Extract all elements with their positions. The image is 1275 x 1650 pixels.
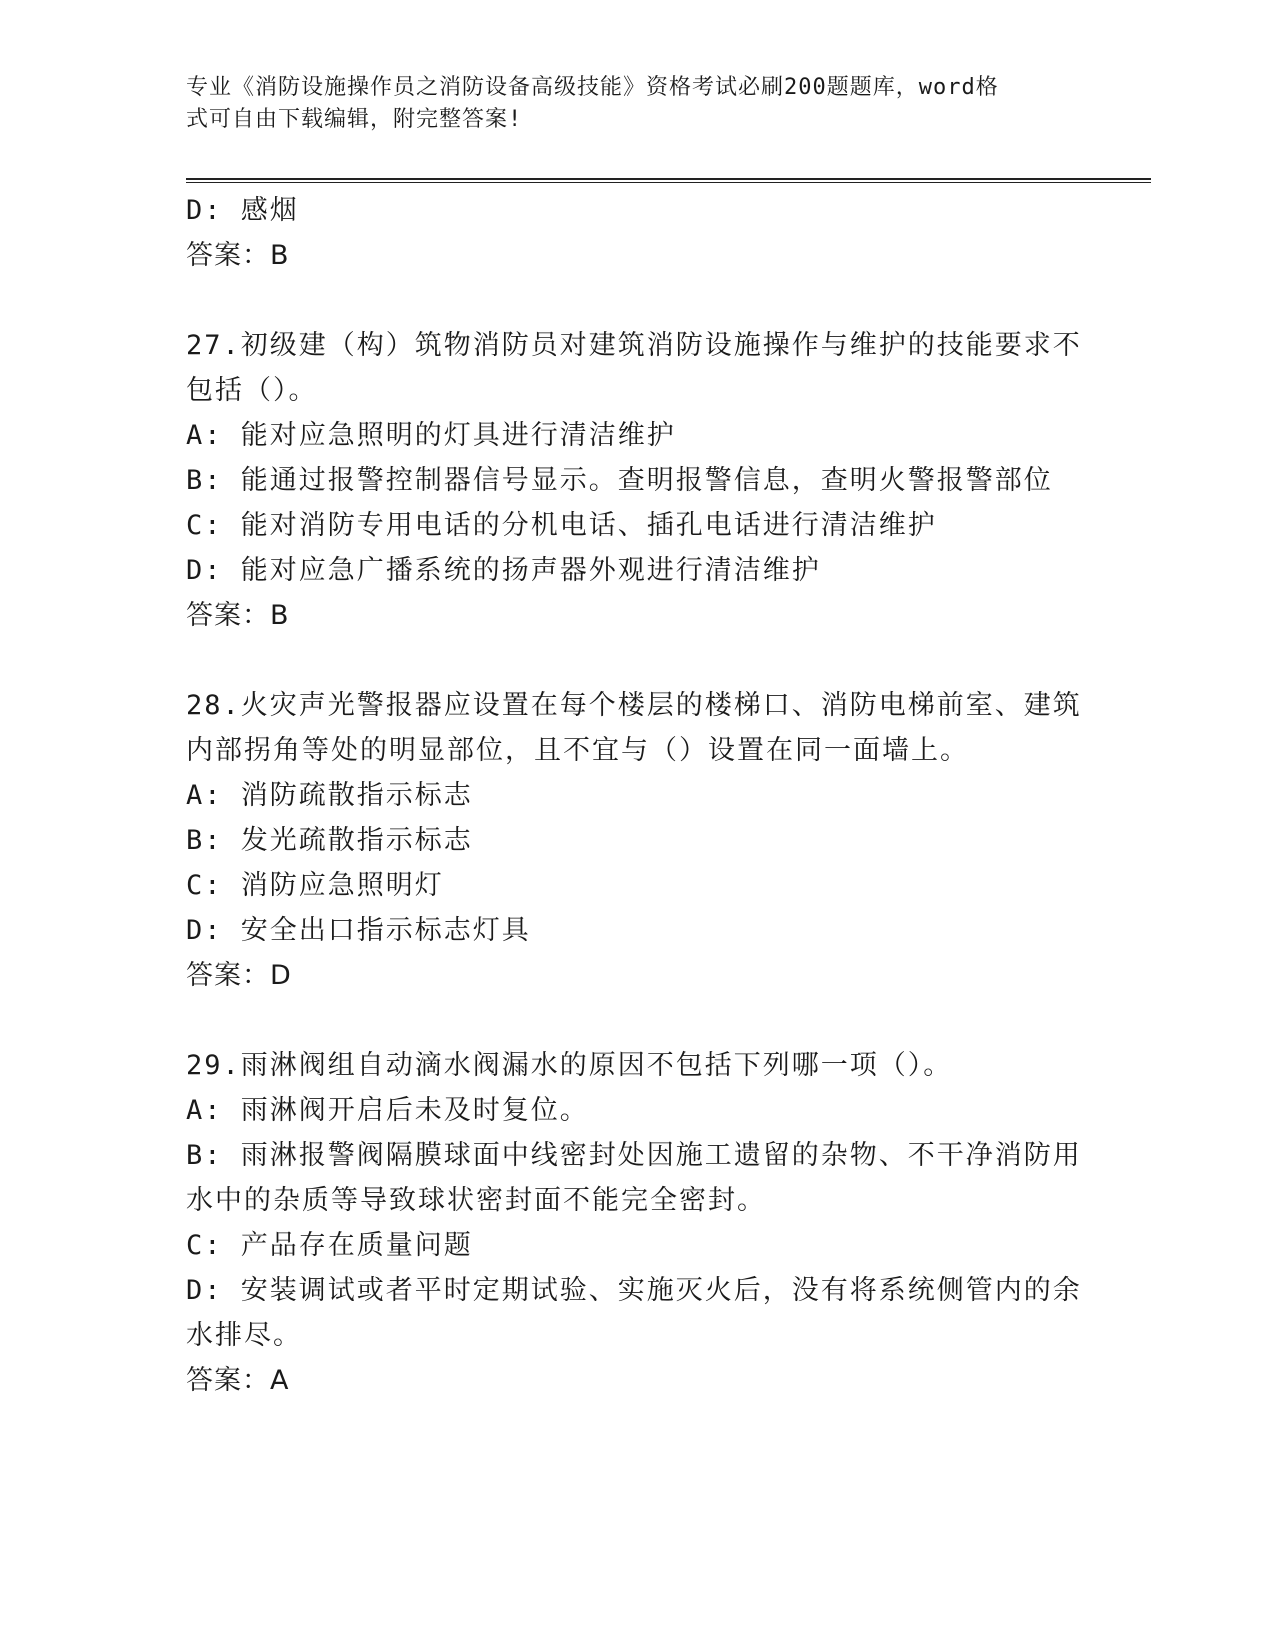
option-d: D: 安全出口指示标志灯具 bbox=[186, 915, 531, 946]
question-27 bbox=[186, 323, 1086, 638]
previous-question-tail bbox=[186, 188, 1086, 278]
answer-line: 答案：D bbox=[186, 960, 292, 991]
option-b: B: 发光疏散指示标志 bbox=[186, 825, 473, 856]
option-b-cont: 水中的杂质等导致球状密封面不能完全密封。 bbox=[186, 1185, 766, 1216]
option-d-cont: 水排尽。 bbox=[186, 1320, 302, 1351]
question-stem: 27.初级建（构）筑物消防员对建筑消防设施操作与维护的技能要求不 bbox=[186, 330, 1082, 361]
option-c: C: 消防应急照明灯 bbox=[186, 870, 444, 901]
option-c: C: 产品存在质量问题 bbox=[186, 1230, 473, 1261]
question-28 bbox=[186, 683, 1086, 998]
option-a: A: 雨淋阀开启后未及时复位。 bbox=[186, 1095, 589, 1126]
option-a: A: 消防疏散指示标志 bbox=[186, 780, 473, 811]
option-a: A: 能对应急照明的灯具进行清洁维护 bbox=[186, 420, 676, 451]
header-line-2: 式可自由下载编辑，附完整答案! bbox=[186, 107, 523, 132]
answer-line: 答案：B bbox=[186, 600, 290, 631]
header-line-1: 专业《消防设施操作员之消防设备高级技能》资格考试必刷200题题库，word格 bbox=[186, 75, 999, 100]
document-body bbox=[186, 188, 1086, 1403]
option-b: B: 雨淋报警阀隔膜球面中线密封处因施工遗留的杂物、不干净消防用 bbox=[186, 1140, 1082, 1171]
option-b: B: 能通过报警控制器信号显示。查明报警信息，查明火警报警部位 bbox=[186, 465, 1053, 496]
answer-line: 答案：B bbox=[186, 240, 290, 271]
document-header bbox=[186, 72, 1066, 136]
option-d: D: 能对应急广播系统的扬声器外观进行清洁维护 bbox=[186, 555, 821, 586]
option-d: D: 安装调试或者平时定期试验、实施灭火后，没有将系统侧管内的余 bbox=[186, 1275, 1082, 1306]
question-stem: 29.雨淋阀组自动滴水阀漏水的原因不包括下列哪一项（）。 bbox=[186, 1050, 953, 1081]
option-d: D: 感烟 bbox=[186, 195, 299, 226]
answer-line: 答案：A bbox=[186, 1365, 290, 1396]
question-stem-cont: 内部拐角等处的明显部位，且不宜与（）设置在同一面墙上。 bbox=[186, 735, 969, 766]
question-stem: 28.火灾声光警报器应设置在每个楼层的楼梯口、消防电梯前室、建筑 bbox=[186, 690, 1082, 721]
question-29 bbox=[186, 1043, 1086, 1403]
question-stem-cont: 包括（）。 bbox=[186, 375, 318, 406]
header-divider bbox=[186, 178, 1151, 183]
option-c: C: 能对消防专用电话的分机电话、插孔电话进行清洁维护 bbox=[186, 510, 937, 541]
